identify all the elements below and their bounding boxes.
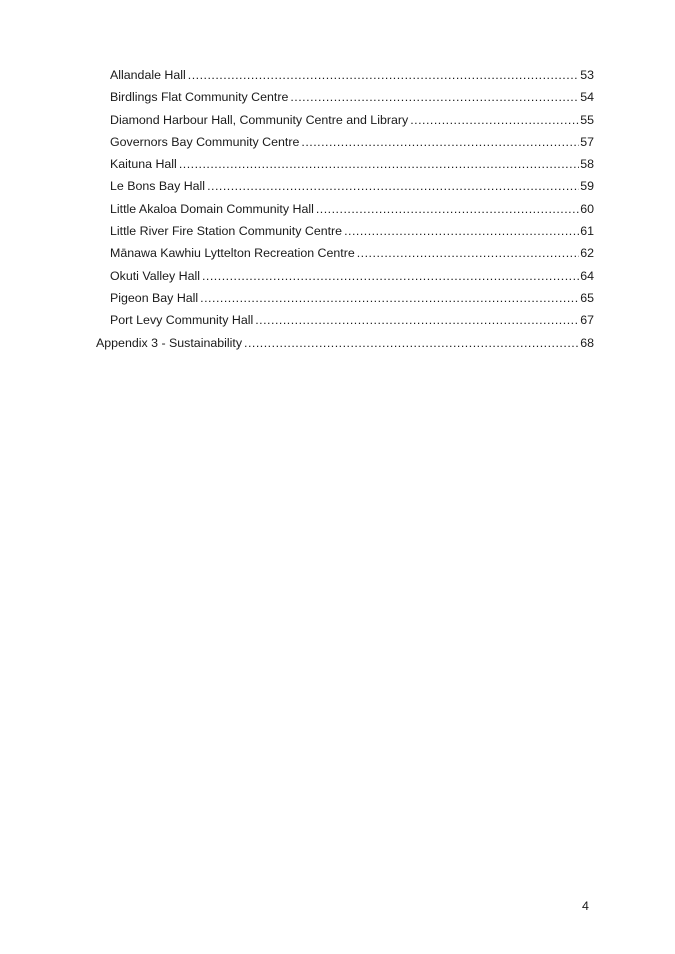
toc-dot-leader [188,64,579,86]
toc-dot-leader [290,86,579,108]
toc-entry-page: 65 [580,290,594,305]
toc-entry-title: Diamond Harbour Hall, Community Centre and Library [110,112,409,127]
toc-entry-page: 60 [580,201,594,216]
toc-entry-page: 62 [580,246,594,261]
toc-entry-title: Little River Fire Station Community Centre [110,224,343,239]
toc-entry-page: 55 [580,112,594,127]
toc-entry[interactable] [96,131,594,153]
toc-dot-leader [316,198,579,220]
toc-entry-page: 58 [580,157,594,172]
toc-entry-title: Governors Bay Community Centre [110,134,300,149]
toc-entry-title: Port Levy Community Hall [110,313,254,328]
toc-entry-title: Pigeon Bay Hall [110,290,199,305]
toc-entry-title: Allandale Hall [110,68,186,82]
toc-dot-leader [357,242,579,264]
toc-entry[interactable] [96,175,594,197]
toc-dot-leader [200,287,579,309]
toc-entry-title: Little Akaloa Domain Community Hall [110,201,314,216]
toc-entry-page: 53 [580,68,594,82]
toc-entry[interactable] [96,220,594,242]
toc-entry-page: 67 [580,313,594,328]
toc-dot-leader [244,332,579,354]
toc-entry[interactable] [96,198,594,220]
toc-entry-title: Okuti Valley Hall [110,268,200,283]
toc-entry-page: 57 [580,134,594,149]
toc-entry[interactable] [96,242,594,264]
toc-entry-page: 68 [580,335,594,350]
toc-entry[interactable] [96,64,594,86]
toc-entry-title: Mānawa Kawhiu Lyttelton Recreation Centre [110,246,355,261]
toc-entry-page: 54 [580,90,594,105]
toc-entry[interactable] [96,332,594,354]
toc-entry-title: Birdlings Flat Community Centre [110,90,289,105]
toc-dot-leader [301,131,579,153]
table-of-contents [96,64,594,354]
toc-entry[interactable] [96,86,594,108]
toc-dot-leader [255,309,579,331]
toc-entry[interactable] [96,309,594,331]
toc-entry-title: Appendix 3 - Sustainability [96,335,243,350]
toc-dot-leader [207,175,579,197]
toc-dot-leader [410,109,579,131]
page-number: 4 [582,899,589,913]
toc-entry[interactable] [96,287,594,309]
toc-entry[interactable] [96,109,594,131]
toc-entry-page: 59 [580,179,594,194]
toc-entry[interactable] [96,153,594,175]
toc-entry[interactable] [96,265,594,287]
toc-dot-leader [179,153,579,175]
toc-dot-leader [344,220,579,242]
toc-dot-leader [202,265,579,287]
toc-entry-title: Kaituna Hall [110,157,177,172]
toc-entry-page: 64 [580,268,594,283]
toc-entry-page: 61 [580,224,594,239]
toc-entry-title: Le Bons Bay Hall [110,179,206,194]
